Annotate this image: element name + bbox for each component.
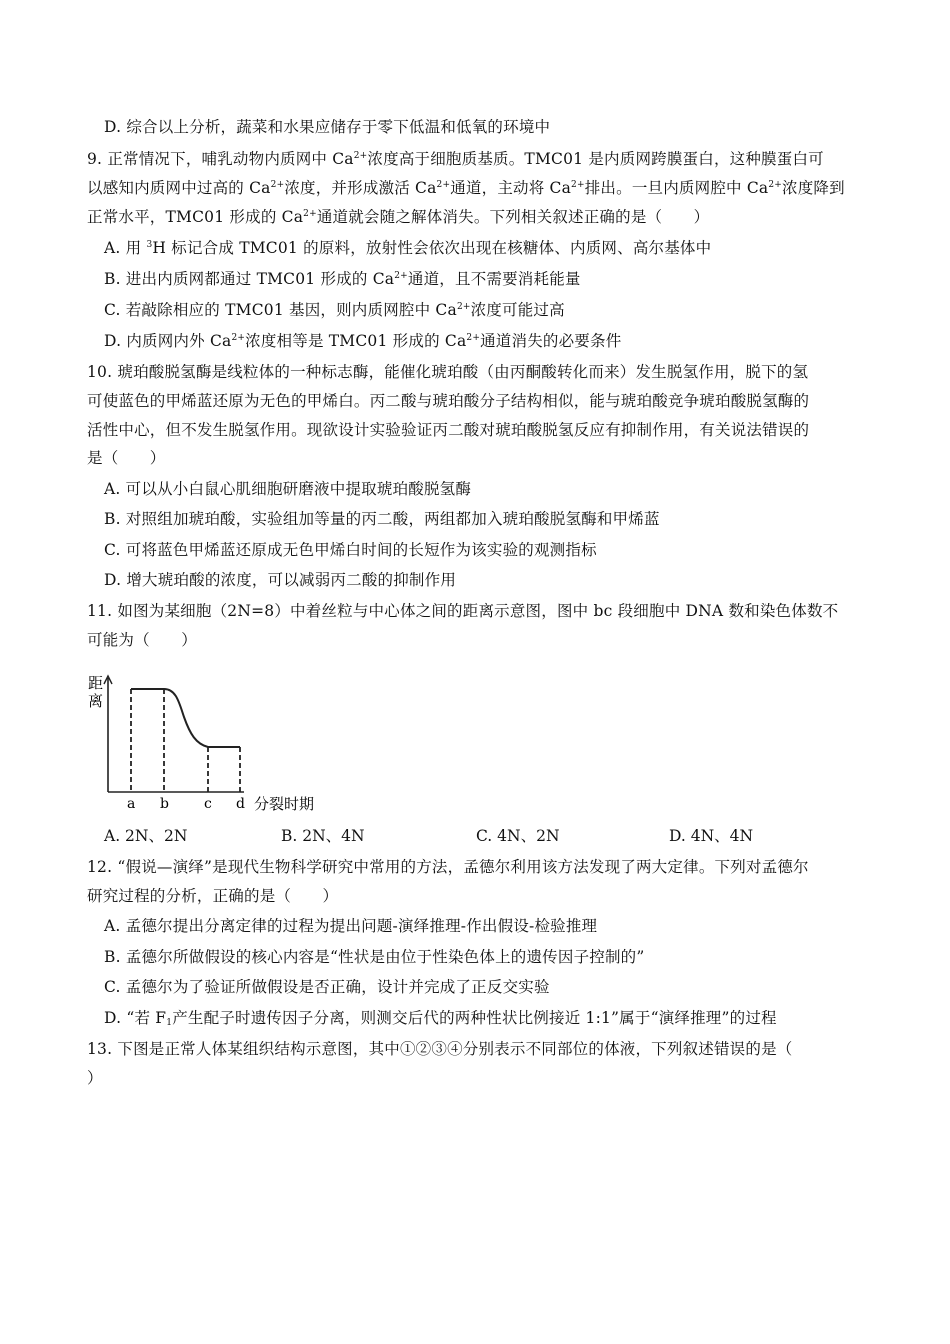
- q9-stem-line1: 9. 正常情况下，哺乳动物内质网中 $Ca^{2+}$浓度高于细胞质基质。TMC01 是内质网跨膜蛋白，这种膜蛋白可: [87, 150, 824, 168]
- y-axis-label-char1: 距: [88, 674, 104, 692]
- q12-option-b: B. 孟德尔所做假设的核心内容是“性状是由位于性染色体上的遗传因子控制的”: [104, 948, 645, 966]
- q13-stem-line2: ）: [87, 1069, 103, 1087]
- distance-diagram: [84, 672, 334, 822]
- q9-stem-line2: 以感知内质网中过高的 $Ca^{2+}$浓度，并形成激活 $Ca^{2+}$通道，主动将 $Ca^{2+}$排出。一旦内质网腔中 $Ca^{2+}$浓度降到: [87, 179, 845, 197]
- q10-stem-line3: 活性中心，但不发生脱氢作用。现欲设计实验验证丙二酸对琥珀酸脱氢反应有抑制作用，有关说法错误的: [87, 421, 810, 439]
- tick-label-c: c: [204, 796, 212, 812]
- q11-option-b: B. 2N、4N: [281, 827, 365, 845]
- q11-option-c: C. 4N、2N: [476, 827, 560, 845]
- q10-option-a: A. 可以从小白鼠心肌细胞研磨液中提取琥珀酸脱氢酶: [104, 480, 472, 498]
- tick-label-b: b: [160, 796, 169, 812]
- q11-stem-line1: 11. 如图为某细胞（2N=8）中着丝粒与中心体之间的距离示意图，图中 bc 段细胞中 DNA 数和染色体数不: [87, 602, 839, 620]
- x-axis-label: 分裂时期: [254, 795, 315, 813]
- q12-option-a: A. 孟德尔提出分离定律的过程为提出问题-演绎推理-作出假设-检验推理: [104, 917, 598, 935]
- q9-stem-line3: 正常水平，TMC01 形成的 $Ca^{2+}$通道就会随之解体消失。下列相关叙述正确的是（ ）: [87, 208, 710, 226]
- tick-label-d: d: [236, 796, 245, 812]
- q13-stem-line1: 13. 下图是正常人体某组织结构示意图，其中①②③④分别表示不同部位的体液，下列叙述错误的是（: [87, 1040, 793, 1058]
- q10-option-c: C. 可将蓝色甲烯蓝还原成无色甲烯白时间的长短作为该实验的观测指标: [104, 541, 597, 559]
- q8-option-d: D. 综合以上分析，蔬菜和水果应储存于零下低温和低氧的环境中: [104, 118, 551, 136]
- q11-option-a: A. 2N、2N: [104, 827, 188, 845]
- q12-option-c: C. 孟德尔为了验证所做假设是否正确，设计并完成了正反交实验: [104, 978, 550, 996]
- y-axis-label-char2: 离: [88, 692, 104, 710]
- q9-option-c: C. 若敲除相应的 TMC01 基因，则内质网腔中 $Ca^{2+}$浓度可能过高: [104, 301, 565, 319]
- distance-curve: [131, 689, 240, 747]
- tick-label-a: a: [127, 796, 136, 812]
- q12-stem-line1: 12. “假说—演绎”是现代生物科学研究中常用的方法，孟德尔利用该方法发现了两大定律。下列对孟德尔: [87, 858, 809, 876]
- q9-option-a: A. 用 $^3$H 标记合成 TMC01 的原料，放射性会依次出现在核糖体、内质网、高尔基体中: [104, 239, 712, 257]
- q10-stem-line4: 是（ ）: [87, 449, 166, 467]
- q12-option-d: D. “若 $F_1$产生配子时遗传因子分离，则测交后代的两种性状比例接近 1:1”属于“演绎推理”的过程: [104, 1009, 777, 1028]
- q10-option-b: B. 对照组加琥珀酸，实验组加等量的丙二酸，两组都加入琥珀酸脱氢酶和甲烯蓝: [104, 510, 660, 528]
- q9-option-d: D. 内质网内外 $Ca^{2+}$浓度相等是 TMC01 形成的 $Ca^{2+}$通道消失的必要条件: [104, 332, 622, 350]
- q10-stem-line1: 10. 琥珀酸脱氢酶是线粒体的一种标志酶，能催化琥珀酸（由丙酮酸转化而来）发生脱氢作用，脱下的氢: [87, 363, 809, 381]
- q10-stem-line2: 可使蓝色的甲烯蓝还原为无色的甲烯白。丙二酸与琥珀酸分子结构相似，能与琥珀酸竞争琥珀酸脱氢酶的: [87, 392, 810, 410]
- q12-stem-line2: 研究过程的分析，正确的是（ ）: [87, 887, 339, 905]
- q9-option-b: B. 进出内质网都通过 TMC01 形成的 $Ca^{2+}$通道，且不需要消耗能量: [104, 270, 581, 288]
- q11-option-d: D. 4N、4N: [669, 827, 754, 845]
- q10-option-d: D. 增大琥珀酸的浓度，可以减弱丙二酸的抑制作用: [104, 571, 457, 589]
- q11-stem-line2: 可能为（ ）: [87, 631, 197, 649]
